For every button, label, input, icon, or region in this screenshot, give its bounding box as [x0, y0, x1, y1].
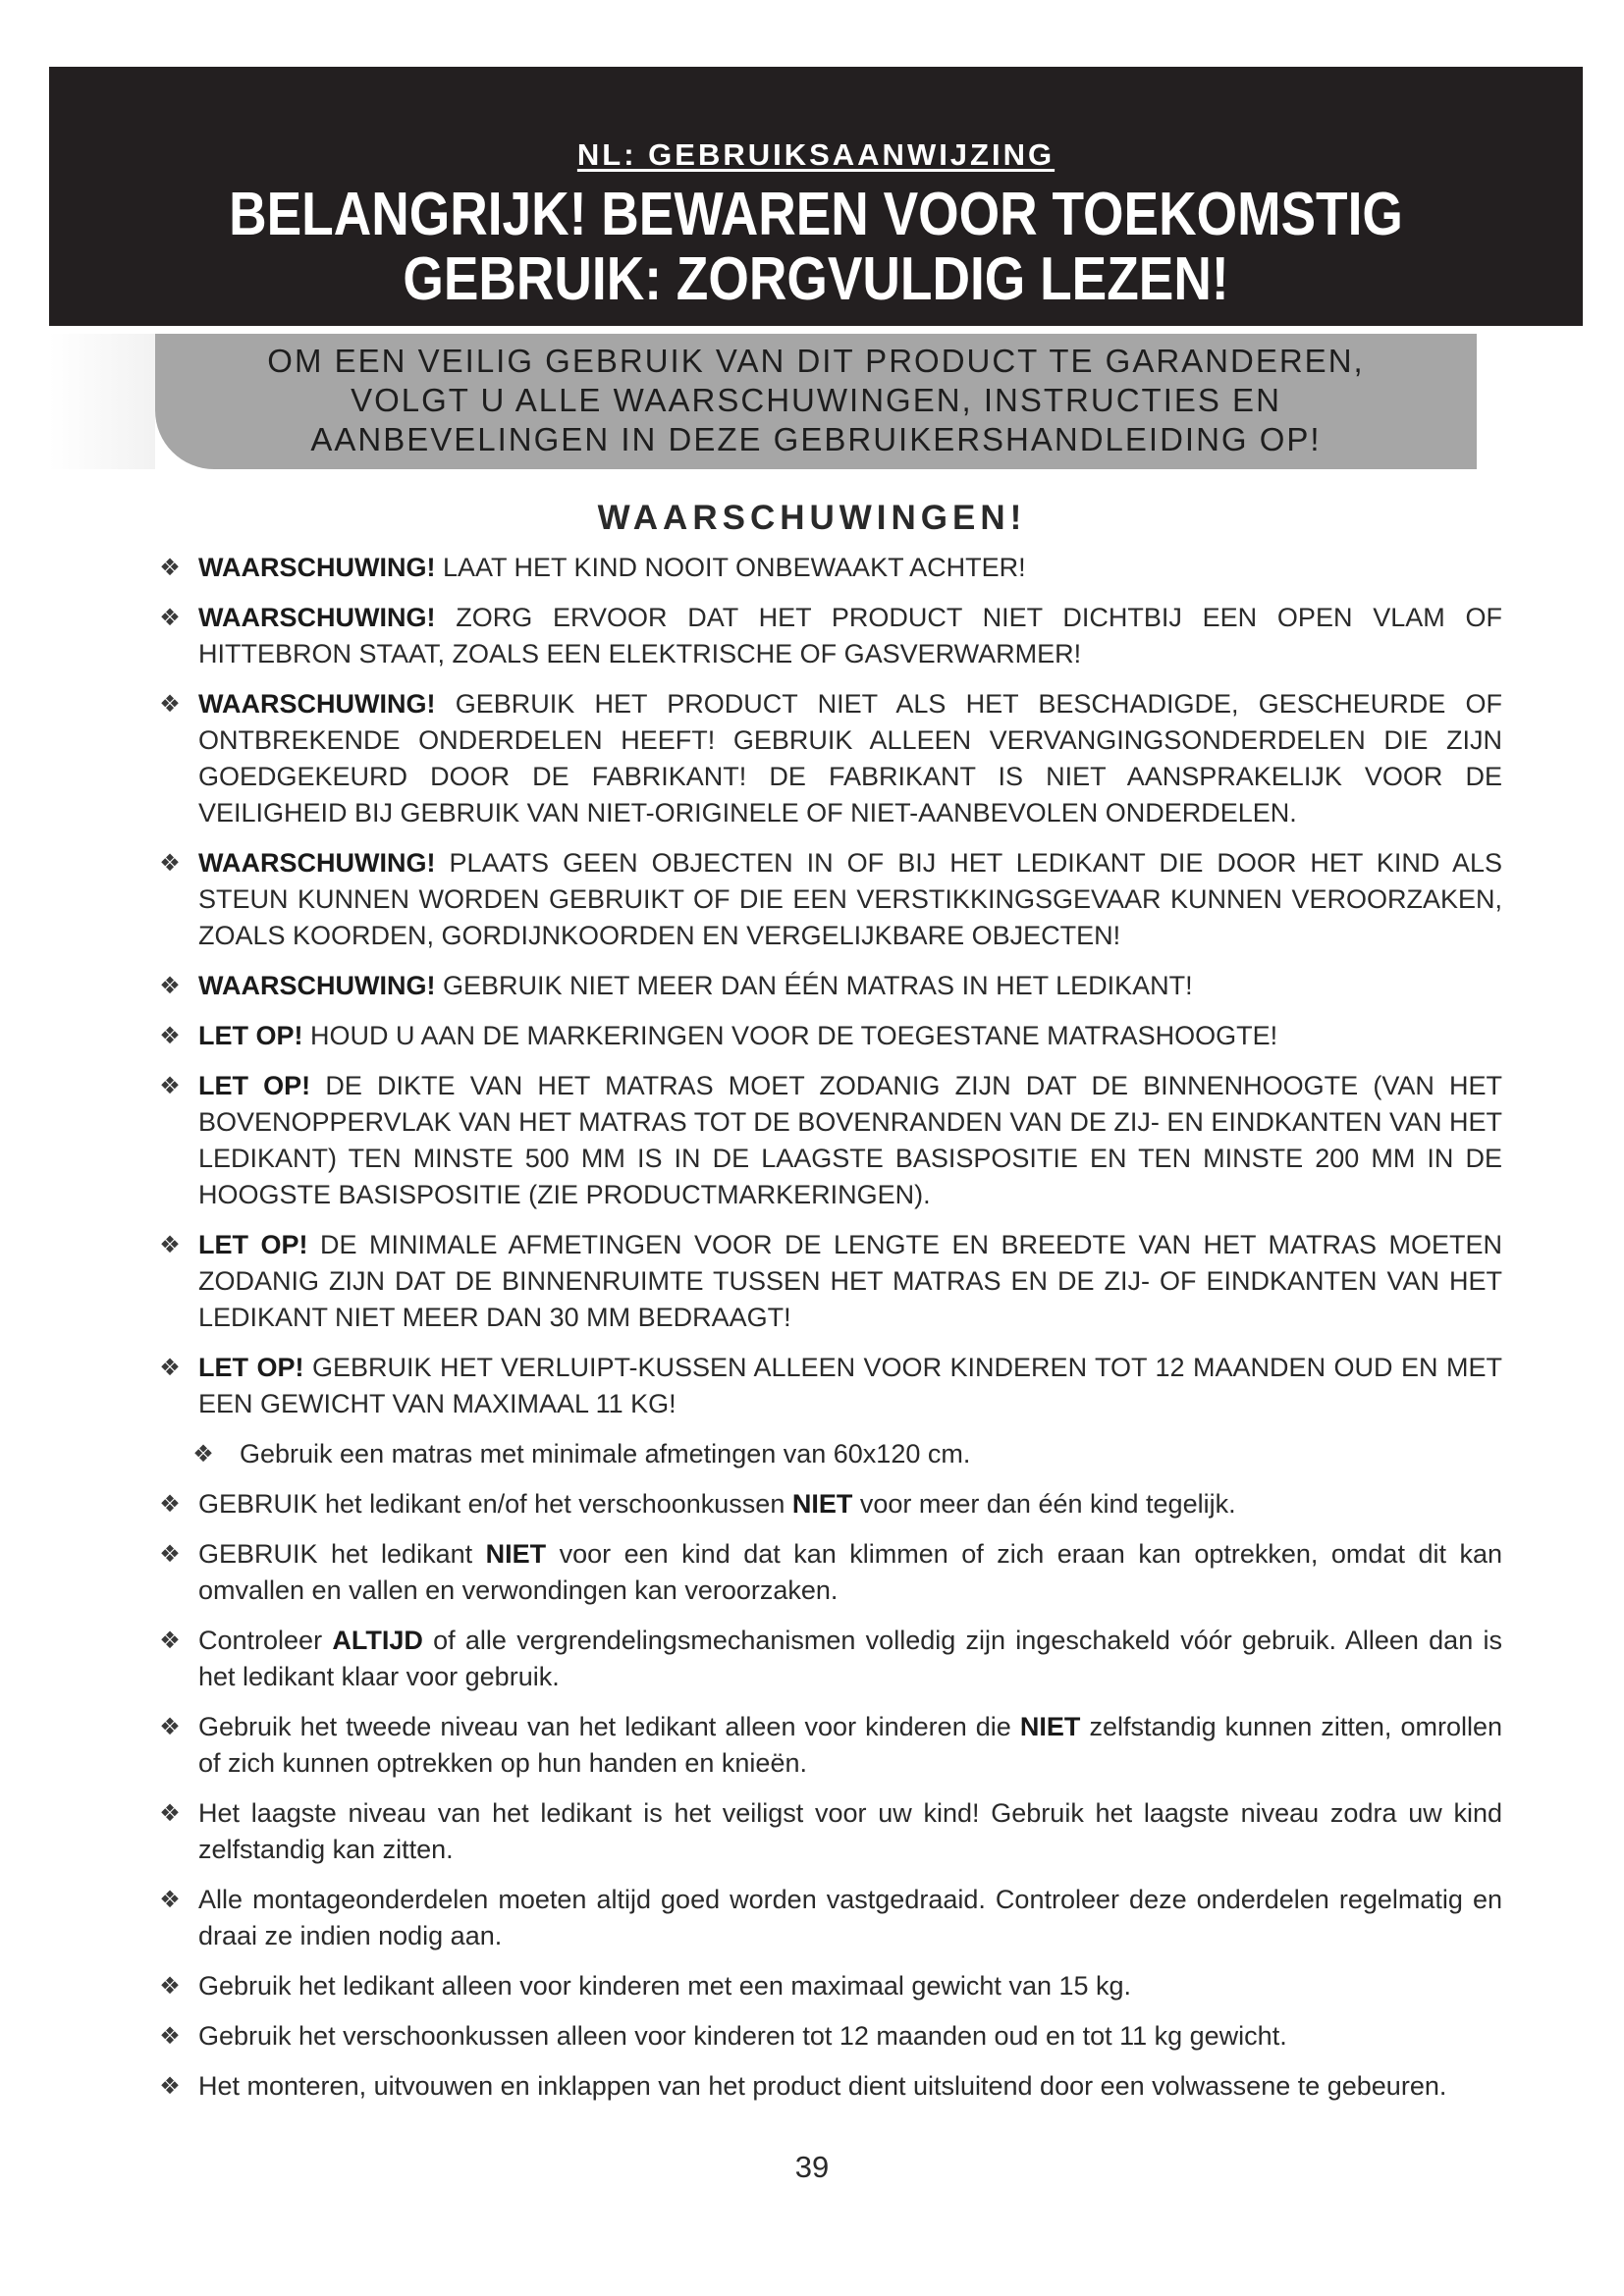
warning-lead: WAARSCHUWING! — [198, 603, 436, 632]
warning-text: GEBRUIK NIET MEER DAN ÉÉN MATRAS IN HET LEDIKANT! — [435, 971, 1193, 1000]
caution-item — [155, 1018, 1502, 1054]
instruction-text-rest: zelfstandig kunnen zitten, omrollen of zich kunnen optrekken op hun handen en knieën. — [198, 1712, 1502, 1778]
instruction-text: Gebruik het verschoonkussen alleen voor kinderen tot 12 maanden oud en tot 11 kg gewicht. — [198, 2021, 1287, 2051]
diamond-bullet-icon: ❖ — [159, 850, 181, 877]
warning-item — [155, 968, 1502, 1004]
caution-text: HOUD U AAN DE MARKERINGEN VOOR DE TOEGESTANE MATRASHOOGTE! — [302, 1021, 1278, 1050]
page-title — [156, 183, 1475, 312]
caution-item — [155, 1350, 1502, 1422]
warning-lead: WAARSCHUWING! — [198, 553, 436, 582]
diamond-bullet-icon: ❖ — [159, 555, 181, 581]
diamond-bullet-icon: ❖ — [159, 1232, 181, 1258]
diamond-bullet-icon: ❖ — [159, 973, 181, 999]
instruction-text-rest: voor een kind dat kan klimmen of zich eraan kan optrekken, omdat dit kan omvallen en vallen en verwondingen kan veroorzaken. — [198, 1539, 1502, 1605]
warning-lead: WAARSCHUWING! — [198, 689, 436, 719]
instruction-item — [155, 1882, 1502, 1954]
title-banner — [49, 67, 1583, 326]
instruction-text: Gebruik het ledikant alleen voor kinderen met een maximaal gewicht van 15 kg. — [198, 1971, 1132, 2001]
instruction-item — [155, 1795, 1502, 1868]
instruction-item — [155, 1486, 1502, 1522]
warning-item — [155, 550, 1502, 586]
diamond-bullet-icon: ❖ — [159, 1973, 181, 2000]
notice-line-2: VOLGT U ALLE WAARSCHUWINGEN, INSTRUCTIES EN — [351, 382, 1281, 418]
sub-note-item — [155, 1436, 1502, 1472]
instruction-text: Het laagste niveau van het ledikant is het veiligst voor uw kind! Gebruik het laagste niveau zodra uw kind zelfstandig kan zitten. — [198, 1798, 1502, 1864]
diamond-bullet-icon: ❖ — [159, 605, 181, 631]
diamond-bullet-icon: ❖ — [159, 1800, 181, 1827]
diamond-bullet-icon: ❖ — [159, 2073, 181, 2100]
page-number: 39 — [794, 2150, 830, 2184]
instruction-text: Alle montageonderdelen moeten altijd goed worden vastgedraaid. Controleer deze onderdelen regelmatig en draai ze indien nodig aan. — [198, 1885, 1502, 1950]
caution-lead: LET OP! — [198, 1230, 308, 1259]
caution-item — [155, 1068, 1502, 1213]
diamond-bullet-icon: ❖ — [159, 1491, 181, 1518]
caution-item — [155, 1227, 1502, 1336]
instruction-emphasis: NIET — [485, 1539, 547, 1569]
instruction-emphasis: ALTIJD — [332, 1626, 423, 1655]
instruction-item — [155, 1623, 1502, 1695]
warning-lead: WAARSCHUWING! — [198, 971, 436, 1000]
language-label: NL: GEBRUIKSAANWIJZING — [576, 137, 1056, 172]
warning-lead: WAARSCHUWING! — [198, 848, 436, 878]
instruction-text-rest: of alle vergrendelingsmechanismen volledig zijn ingeschakeld vóór gebruik. Alleen dan is het ledikant klaar voor gebruik. — [198, 1626, 1502, 1691]
notice-fade — [49, 334, 155, 469]
warning-text: ZORG ERVOOR DAT HET PRODUCT NIET DICHTBIJ EEN OPEN VLAM OF HITTEBRON STAAT, ZOALS EEN ELEKTRISCHE OF GASVERWARMER! — [198, 603, 1502, 668]
warning-text: PLAATS GEEN OBJECTEN IN OF BIJ HET LEDIKANT DIE DOOR HET KIND ALS STEUN KUNNEN WORDEN GEBRUIKT OF DIE EEN VERSTIKKINGSGEVAAR KUNNEN VEROORZAKEN, ZOALS KOORDEN, GORDIJNKOORDEN EN VERGELIJKBARE OBJECTEN! — [198, 848, 1502, 950]
headline-line-2: GEBRUIK: ZORGVULDIG LEZEN! — [403, 245, 1229, 313]
safety-notice-box — [155, 334, 1477, 469]
diamond-bullet-icon: ❖ — [159, 1073, 181, 1099]
instruction-text-rest: voor meer dan één kind tegelijk. — [852, 1489, 1236, 1519]
warning-item — [155, 845, 1502, 954]
instruction-item — [155, 2068, 1502, 2105]
caution-text: DE DIKTE VAN HET MATRAS MOET ZODANIG ZIJN DAT DE BINNENHOOGTE (VAN HET BOVENOPPERVLAK VAN HET MATRAS TOT DE BOVENRANDEN VAN DE ZIJ- EN EINDKANTEN VAN HET LEDIKANT) TEN MINSTE 500 MM IS IN DE LAAGSTE BASISPOSITIE EN TEN MINSTE 200 MM IN DE HOOGSTE BASISPOSITIE (ZIE PRODUCTMARKERINGEN). — [198, 1071, 1502, 1209]
instruction-item — [155, 2018, 1502, 2055]
instruction-item — [155, 1968, 1502, 2004]
instruction-text: Gebruik het tweede niveau van het ledikant alleen voor kinderen die — [198, 1712, 1020, 1741]
caution-text: GEBRUIK HET VERLUIPT-KUSSEN ALLEEN VOOR KINDEREN TOT 12 MAANDEN OUD EN MET EEN GEWICHT VAN MAXIMAAL 11 KG! — [198, 1353, 1503, 1418]
safety-notice-text — [155, 342, 1477, 459]
caution-lead: LET OP! — [198, 1353, 304, 1382]
instruction-text: Het monteren, uitvouwen en inklappen van het product dient uitsluitend door een volwassene te gebeuren. — [198, 2071, 1447, 2101]
instruction-item — [155, 1536, 1502, 1609]
caution-lead: LET OP! — [198, 1021, 303, 1050]
warnings-list — [155, 550, 1502, 2118]
diamond-bullet-icon: ❖ — [159, 1887, 181, 1913]
diamond-bullet-icon: ❖ — [159, 1023, 181, 1049]
diamond-bullet-icon: ❖ — [192, 1441, 214, 1468]
diamond-bullet-icon: ❖ — [159, 1628, 181, 1654]
diamond-bullet-icon: ❖ — [159, 1541, 181, 1568]
warning-item — [155, 600, 1502, 672]
diamond-bullet-icon: ❖ — [159, 2023, 181, 2050]
warning-item — [155, 686, 1502, 831]
instruction-emphasis: NIET — [1019, 1712, 1081, 1741]
notice-line-1: OM EEN VEILIG GEBRUIK VAN DIT PRODUCT TE GARANDEREN, — [267, 343, 1365, 379]
headline-line-1: BELANGRIJK! BEWAREN VOOR TOEKOMSTIG — [229, 181, 1403, 248]
caution-lead: LET OP! — [198, 1071, 311, 1100]
diamond-bullet-icon: ❖ — [159, 691, 181, 718]
warning-text: GEBRUIK HET PRODUCT NIET ALS HET BESCHADIGDE, GESCHEURDE OF ONTBREKENDE ONDERDELEN HEEFT! GEBRUIK ALLEEN VERVANGINGSONDERDELEN DIE ZIJN GOEDGEKEURD DOOR DE FABRIKANT! DE FABRIKANT IS NIET AANSPRAKELIJK VOOR DE VEILIGHEID BIJ GEBRUIK VAN NIET-ORIGINELE OF NIET-AANBEVOLEN ONDERDELEN. — [198, 689, 1502, 828]
warning-text: LAAT HET KIND NOOIT ONBEWAAKT ACHTER! — [435, 553, 1026, 582]
diamond-bullet-icon: ❖ — [159, 1714, 181, 1740]
sub-note-text: Gebruik een matras met minimale afmetingen van 60x120 cm. — [240, 1439, 971, 1468]
instruction-text: GEBRUIK het ledikant en/of het verschoonkussen — [198, 1489, 792, 1519]
diamond-bullet-icon: ❖ — [159, 1355, 181, 1381]
instruction-emphasis: NIET — [791, 1489, 853, 1519]
instruction-text: GEBRUIK het ledikant — [198, 1539, 486, 1569]
instruction-text: Controleer — [198, 1626, 333, 1655]
caution-text: DE MINIMALE AFMETINGEN VOOR DE LENGTE EN BREEDTE VAN HET MATRAS MOETEN ZODANIG ZIJN DAT DE BINNENRUIMTE TUSSEN HET MATRAS EN DE ZIJ- OF EINDKANTEN VAN HET LEDIKANT NIET MEER DAN 30 MM BEDRAAGT! — [198, 1230, 1502, 1332]
instruction-item — [155, 1709, 1502, 1782]
section-title: WAARSCHUWINGEN! — [597, 499, 1027, 537]
notice-line-3: AANBEVELINGEN IN DEZE GEBRUIKERSHANDLEIDING OP! — [310, 421, 1322, 457]
